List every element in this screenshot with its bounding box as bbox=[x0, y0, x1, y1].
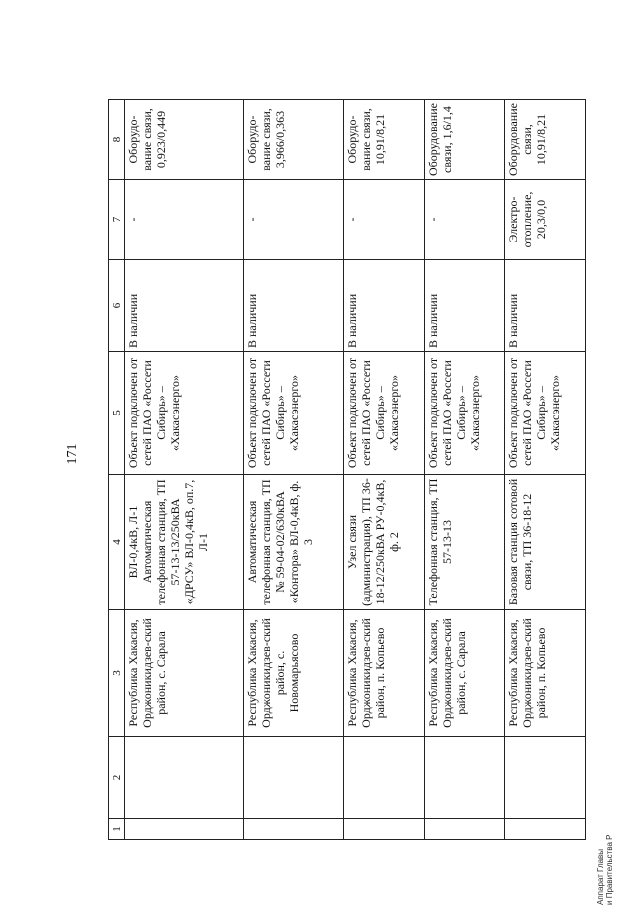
cell-name bbox=[343, 737, 424, 819]
cell-heating: - bbox=[244, 180, 344, 260]
header-col-7: 7 bbox=[109, 180, 125, 260]
header-col-5: 5 bbox=[109, 352, 125, 475]
cell-number bbox=[125, 819, 244, 840]
header-col-6: 6 bbox=[109, 260, 125, 352]
cell-equipment: Оборудо-вание связи, 3,966/0,363 bbox=[244, 100, 344, 180]
cell-equipment: Оборудо-вание связи, 10,91/8,21 bbox=[343, 100, 424, 180]
cell-connection: Объект подключен от сетей ПАО «Россети Сибирь» – «Хакасэнерго» bbox=[244, 352, 344, 475]
cell-equipment: Оборудо-вание связи, 0,923/0,449 bbox=[125, 100, 244, 180]
cell-number bbox=[424, 819, 505, 840]
footer-line-1: Аппарат Главы bbox=[596, 848, 605, 905]
cell-object: Базовая станция сотовой связи, ТП 36-18-12 bbox=[505, 475, 586, 610]
footer-line-2: и Правительства Р bbox=[605, 834, 614, 905]
cell-availability: В наличии bbox=[505, 260, 586, 352]
cell-connection: Объект подключен от сетей ПАО «Россети Сибирь» – «Хакасэнерго» bbox=[505, 352, 586, 475]
cell-availability: В наличии bbox=[424, 260, 505, 352]
cell-equipment: Оборудование связи, 1,6/1,4 bbox=[424, 100, 505, 180]
table-row bbox=[343, 100, 424, 840]
table-row bbox=[505, 100, 586, 840]
header-col-1: 1 bbox=[109, 819, 125, 840]
table-row bbox=[244, 100, 344, 840]
cell-availability: В наличии bbox=[244, 260, 344, 352]
cell-name bbox=[505, 737, 586, 819]
header-col-8: 8 bbox=[109, 100, 125, 180]
cell-number bbox=[343, 819, 424, 840]
header-col-4: 4 bbox=[109, 475, 125, 610]
table-row bbox=[424, 100, 505, 840]
header-row bbox=[109, 100, 125, 840]
cell-connection: Объект подключен от сетей ПАО «Россети Сибирь» – «Хакасэнерго» bbox=[125, 352, 244, 475]
cell-connection: Объект подключен от сетей ПАО «Россети Сибирь» – «Хакасэнерго» bbox=[424, 352, 505, 475]
cell-name bbox=[244, 737, 344, 819]
cell-location: Республика Хакасия, Орджоникидзев-ский район, п. Копьево bbox=[343, 610, 424, 737]
header-col-2: 2 bbox=[109, 737, 125, 819]
footer-stamp bbox=[596, 785, 614, 905]
cell-heating: - bbox=[424, 180, 505, 260]
cell-name bbox=[125, 737, 244, 819]
cell-location: Республика Хакасия, Орджоникидзев-ский район, с. Новомарьясово bbox=[244, 610, 344, 737]
cell-object: Автоматическая телефонная станция, ТП № 59-04-02/630кВА «Контора» ВЛ-0,4кВ, ф. 3 bbox=[244, 475, 344, 610]
cell-number bbox=[505, 819, 586, 840]
cell-availability: В наличии bbox=[125, 260, 244, 352]
data-table bbox=[108, 99, 586, 840]
cell-location: Республика Хакасия, Орджоникидзев-ский район, п. Копьево bbox=[505, 610, 586, 737]
cell-heating: Электро-отопление, 20,3/0,0 bbox=[505, 180, 586, 260]
header-col-3: 3 bbox=[109, 610, 125, 737]
page-number: 171 bbox=[65, 443, 80, 465]
cell-name bbox=[424, 737, 505, 819]
table-row bbox=[125, 100, 244, 840]
cell-location: Республика Хакасия, Орджоникидзев-ский район, с. Сарала bbox=[424, 610, 505, 737]
cell-object: Телефонная станция, ТП 57-13-13 bbox=[424, 475, 505, 610]
cell-equipment: Оборудование связи, 10,91/8,21 bbox=[505, 100, 586, 180]
cell-object: Узел связи (администрация), ТП 36-18-12/250кВА РУ-0,4кВ, ф. 2 bbox=[343, 475, 424, 610]
cell-location: Республика Хакасия, Орджоникидзев-ский район, с. Сарала bbox=[125, 610, 244, 737]
cell-heating: - bbox=[343, 180, 424, 260]
cell-availability: В наличии bbox=[343, 260, 424, 352]
table-frame bbox=[108, 100, 586, 840]
cell-heating: - bbox=[125, 180, 244, 260]
cell-number bbox=[244, 819, 344, 840]
cell-object: ВЛ-0,4кВ, Л-1 Автоматическая телефонная станция, ТП 57-13-13/250кВА «ДРСУ» ВЛ-0,4кВ, оп.7, Л-1 bbox=[125, 475, 244, 610]
cell-connection: Объект подключен от сетей ПАО «Россети Сибирь» – «Хакасэнерго» bbox=[343, 352, 424, 475]
